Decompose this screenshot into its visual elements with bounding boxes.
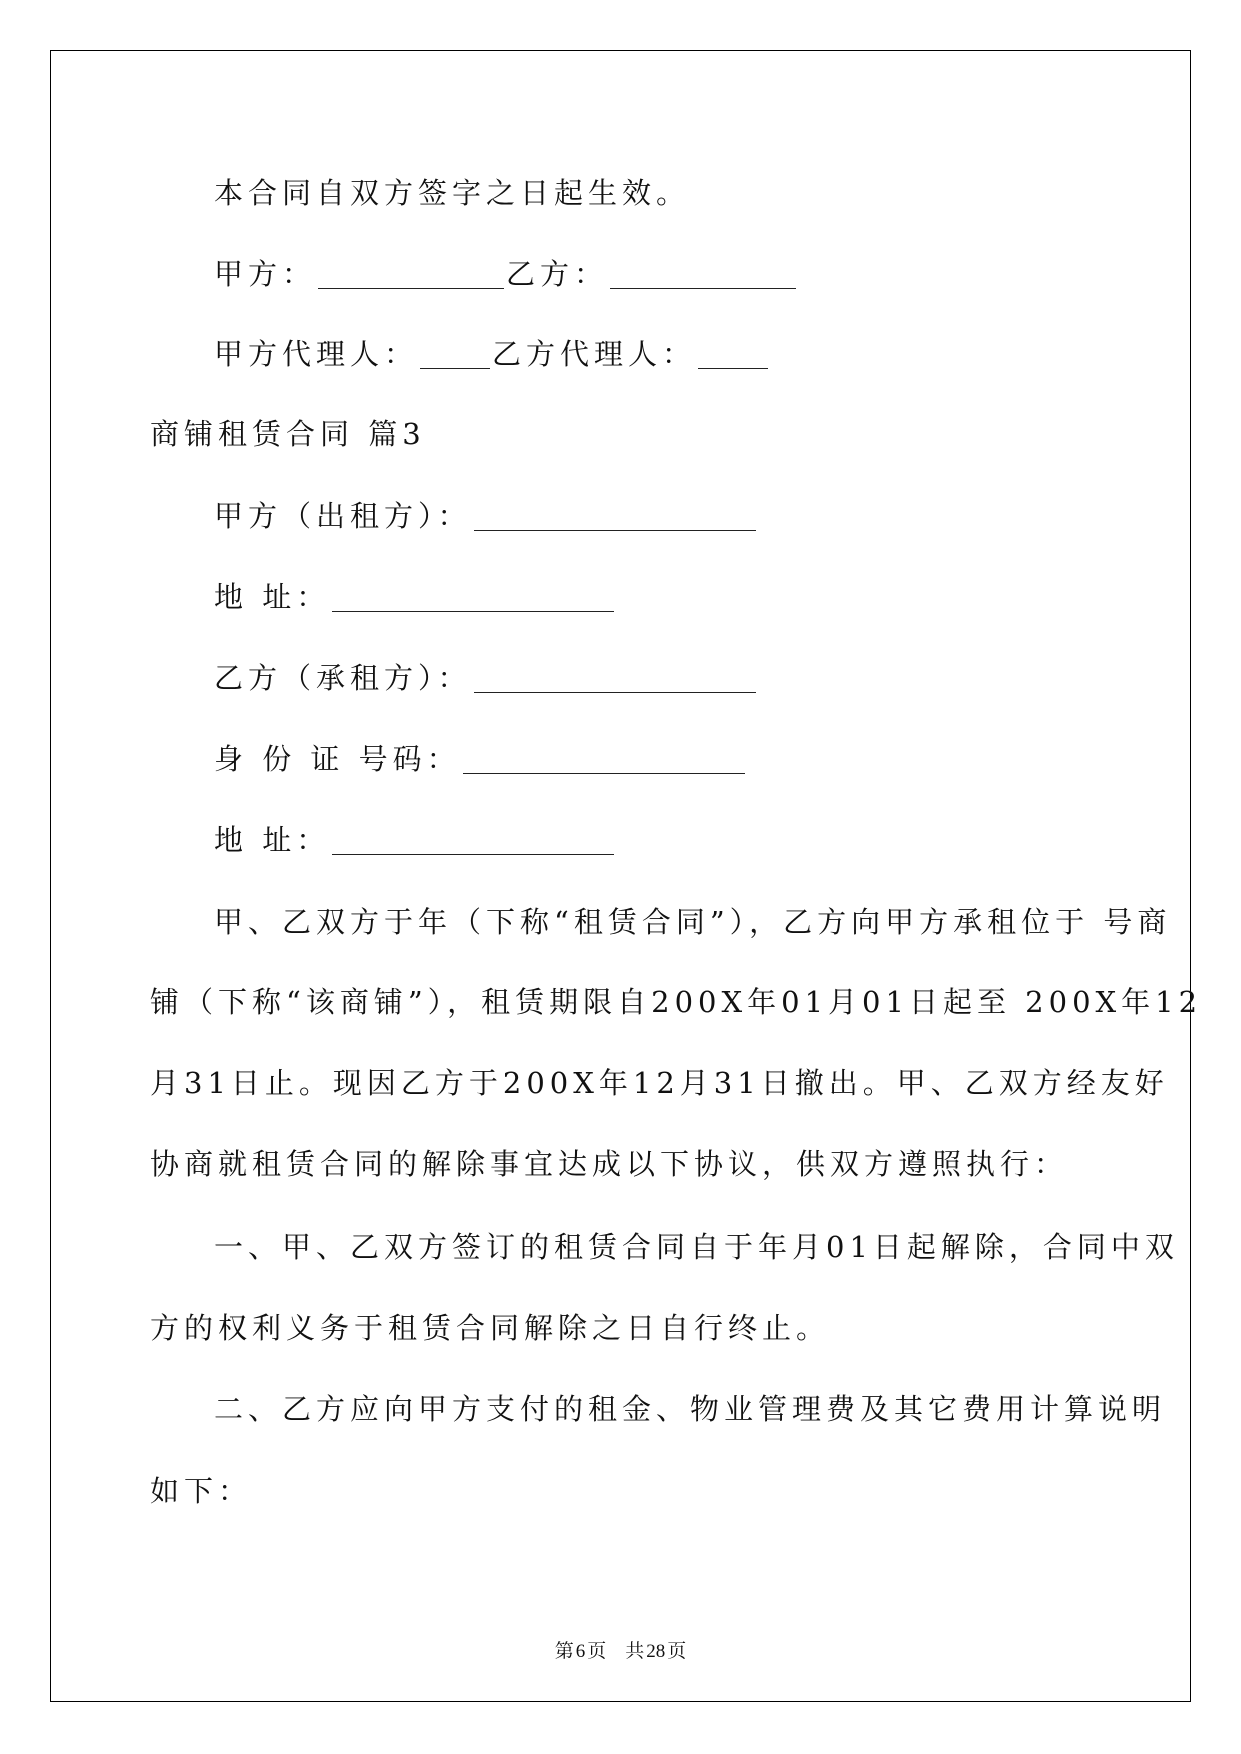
footer-suffix: 页 xyxy=(667,1641,687,1662)
effective-clause: 本合同自双方签字之日起生效。 xyxy=(214,176,691,210)
address-blank-1[interactable] xyxy=(332,585,614,612)
item-1-line-1: 一、甲、乙双方签订的租赁合同自于年月01日起解除，合同中双 xyxy=(214,1230,1179,1264)
address-line-1 xyxy=(214,580,616,614)
party-b-label: 乙方： xyxy=(506,257,609,291)
body-line-3: 月31日止。现因乙方于200X年12月31日撤出。甲、乙双方经友好 xyxy=(150,1066,1169,1100)
address-line-2 xyxy=(214,823,616,857)
body-line-2: 铺（下称“该商铺”），租赁期限自200X年01月01日起至 200X年12 xyxy=(150,985,1203,1019)
lessor-blank[interactable] xyxy=(474,504,756,531)
address-blank-2[interactable] xyxy=(332,828,614,855)
item-2-line-2: 如下： xyxy=(150,1474,253,1508)
body-line-4: 协商就租赁合同的解除事宜达成以下协议，供双方遵照执行： xyxy=(150,1147,1069,1181)
party-a-blank[interactable] xyxy=(318,262,504,289)
id-line xyxy=(214,742,747,776)
lessor-line xyxy=(214,499,758,533)
footer-current-page: 6 xyxy=(575,1641,586,1662)
party-a-agent-label: 甲方代理人： xyxy=(214,337,419,371)
lessee-label: 乙方（承租方）： xyxy=(214,661,472,695)
footer-mid: 页 共 xyxy=(587,1641,645,1662)
page-border xyxy=(50,50,1191,1702)
page-number-footer xyxy=(0,1636,1241,1663)
signature-line xyxy=(214,257,798,291)
party-a-agent-blank[interactable] xyxy=(420,342,490,369)
party-b-blank[interactable] xyxy=(610,262,796,289)
agent-line xyxy=(214,337,770,371)
footer-prefix: 第 xyxy=(554,1641,574,1662)
address-label-1: 地 址： xyxy=(214,580,331,614)
body-line-1: 甲、乙双方于年（下称“租赁合同”），乙方向甲方承租位于 号商 xyxy=(214,905,1172,939)
address-label-2: 地 址： xyxy=(214,823,331,857)
party-b-agent-label: 乙方代理人： xyxy=(492,337,697,371)
lessor-label: 甲方（出租方）： xyxy=(214,499,472,533)
lessee-blank[interactable] xyxy=(474,666,756,693)
footer-total-pages: 28 xyxy=(646,1641,666,1662)
item-1-line-2: 方的权利义务于租赁合同解除之日自行终止。 xyxy=(150,1311,831,1345)
party-a-label: 甲方： xyxy=(214,257,317,291)
id-blank[interactable] xyxy=(463,747,745,774)
party-b-agent-blank[interactable] xyxy=(698,342,768,369)
section-title: 商铺租赁合同 篇3 xyxy=(150,417,426,451)
lessee-line xyxy=(214,661,758,695)
item-2-line-1: 二、乙方应向甲方支付的租金、物业管理费及其它费用计算说明 xyxy=(214,1392,1167,1426)
id-label: 身 份 证 号码： xyxy=(214,742,461,776)
